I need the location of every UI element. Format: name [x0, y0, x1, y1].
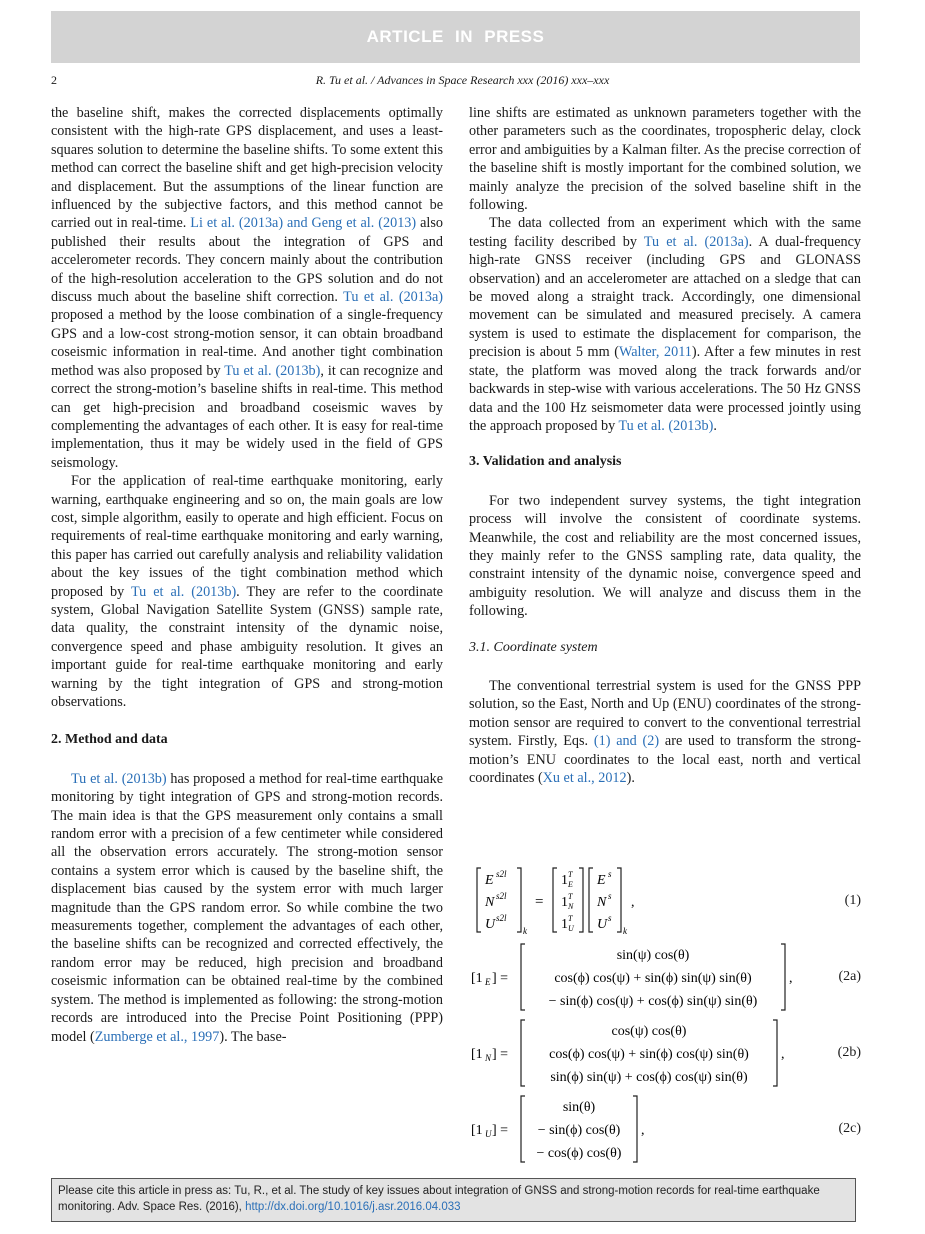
- equation-2c-graphic: [469, 1094, 709, 1164]
- svg-text:,: ,: [789, 971, 793, 986]
- citation-link[interactable]: Tu et al. (2013b): [71, 770, 167, 787]
- citation-link[interactable]: Tu et al. (2013b): [224, 362, 321, 379]
- eq2c-row-2: − sin(ϕ) cos(θ): [537, 1123, 621, 1138]
- equation-2b-graphic: [469, 1018, 799, 1088]
- paragraph: For two independent survey systems, the tight integration process will involve the consistent of coordinate systems. Meanwhile, the cost and reliability are the most concerned issues, they mainly refer to the GNSS sampling rate, data quality, the constraint intensity of the dynamic noise, convergence speed and ambiguity resolution. We will analyze and discuss them in the following.: [469, 492, 861, 620]
- eq1-rot-sub: U: [568, 924, 574, 933]
- paragraph: The data collected from an experiment which with the same testing facility described by Tu et al. (2013a). A dual-frequency high-rate GNSS receiver (including GPS and GLONASS observation) and an accelerometer are attached on a sledge that can be moved along a straight track. Accordingly, one dimensional movement can be simulated and measured precisely. A camera system is used to estimate the displacement for comparison, the precision is about 5 mm (Walter, 2011). After a few minutes in rest state, the platform was moved along the track forwards and/or backwards in step-wise with various accelerations. The 50 Hz GNSS data and the 100 Hz seismometer data were processed jointly using the approach proposed by Tu et al. (2013b).: [469, 215, 861, 434]
- eq1-rot-1: 1: [561, 917, 568, 932]
- svg-text:[1: [1: [471, 971, 483, 986]
- paragraph: Tu et al. (2013b) has proposed a method for real-time earthquake monitoring by tight integration of GPS and strong-motion records. The main idea is that the GPS measurement only contains a small random error with a precision of a few centimeter while considered all the observation errors accurately. The strong-motion sensor contains a system error which is caused by the baseline shift, the displacement bias caused by the system error with much larger magnitude than the GPS random error. So while combine the two measurements together, complement the advantages of each other, the baseline shifts can be recognized and corrected effectively, the random error may be reduced, high precision and broadband coseismic information can be obtained real-time by the combined system. The method is implemented as following: the strong-motion records are introduced into the Precise Point Positioning (PPP) model (Zumberge et al., 1997). The base-: [51, 770, 443, 1045]
- eq1-rhs-sup: s: [608, 869, 612, 879]
- eq2b-lhs-sub: N: [485, 1053, 492, 1063]
- equation-2b: [469, 1018, 861, 1088]
- eq1-rot-1: 1: [561, 895, 568, 910]
- equation-1-graphic: [469, 866, 769, 936]
- eq2a-row-1: sin(ψ) cos(θ): [616, 948, 690, 963]
- svg-text:] =: ] =: [492, 1123, 509, 1138]
- citation-link[interactable]: Tu et al. (2013b): [618, 417, 714, 434]
- svg-text:] =: ] =: [492, 1047, 509, 1062]
- eq1-t: T: [568, 892, 573, 901]
- equation-number: (2b): [837, 1045, 861, 1060]
- eq1-t: T: [568, 870, 573, 879]
- eq1-rhs-n: N: [597, 895, 607, 910]
- eq1-rhs-u: U: [597, 917, 608, 932]
- paragraph: line shifts are estimated as unknown parameters together with the other parameters such as the coordinates, tropospheric delay, clock error and ambiguities by a Kalman filter. As the precise correction of the baseline shift is mostly important for the combined solution, we mainly analyze the precision of the solved baseline shift in the following.: [469, 105, 861, 214]
- eq1-lhs-e: E: [485, 873, 494, 888]
- subsection-heading: 3.1. Coordinate system: [469, 639, 598, 655]
- section-heading: 2. Method and data: [51, 732, 168, 748]
- citation-link[interactable]: Tu et al. (2013a): [643, 233, 749, 250]
- paragraph: the baseline shift, makes the corrected displacements optimally consistent with the high-rate GPS displacement, and uses a least-squares solution to determine the baseline shifts. To some extent this method can correct the baseline shift and get high-precision velocity and displacement. But the assumptions of the linear function are influenced by the subjective factors, and this method cannot be carried out in real-time. Li et al. (2013a) and Geng et al. (2013) also published their results about the integration of GPS and accelerometer records. They concern mainly about the contribution of the high-resolution acceleration to the GPS solution and do not discuss much about the baseline shift correction. Tu et al. (2013a) proposed a method by the loose combination of a single-frequency GPS and a low-cost strong-motion sensor, it can obtain broadband coseismic information in real-time. And another tight combination method was also proposed by Tu et al. (2013b), it can recognize and correct the strong-motion’s baseline shifts in real-time. This method can get high-precision and broadband coseismic waves by complementing the advantages of each other. It is easy for real-time implementation, thus it may be widely used in the field of GPS seismology.: [51, 105, 443, 471]
- eq2a-row-3: − sin(ϕ) cos(ψ) + cos(ϕ) sin(ψ) sin(θ): [548, 994, 758, 1009]
- equation-1: [469, 866, 861, 936]
- eq1-rot-sub: E: [568, 880, 573, 889]
- eq2b-row-3: sin(ϕ) sin(ψ) + cos(ϕ) cos(ψ) sin(θ): [550, 1070, 748, 1085]
- eq1-lhs-n: N: [485, 895, 495, 910]
- eq2b-row-2: cos(ϕ) cos(ψ) + sin(ϕ) cos(ψ) sin(θ): [549, 1047, 749, 1062]
- eq1-sub-k: k: [523, 926, 527, 936]
- equation-2a: [469, 942, 861, 1012]
- equation-number: (1): [844, 893, 861, 908]
- svg-text:] =: ] =: [492, 971, 509, 986]
- eq1-lhs-sup: s2l: [496, 891, 507, 901]
- eq1-rot-sub: N: [568, 902, 574, 911]
- svg-text:[1: [1: [471, 1123, 483, 1138]
- page-number: 2: [51, 73, 57, 87]
- paragraph: The conventional terrestrial system is used for the GNSS PPP solution, so the East, North and Up (ENU) coordinates of the strong-motion sensor are required to convert to the conventional terrestrial system. Firstly, Eqs. (1) and (2) are used to transform the strong-motion’s ENU coordinates to the local east, north and vertical coordinates (Xu et al., 2012).: [469, 677, 862, 786]
- eq1-rot-1: 1: [561, 873, 568, 888]
- paragraph: For the application of real-time earthquake monitoring, early warning, earthquake engineering and so on, the main goals are low cost, simple algorithm, easily to operate and high efficient. Focus on requirements of real-time earthquake monitoring and early warning, this paper has carried out carefully analysis and reliability validation about the key issues of the tight combination method which proposed by Tu et al. (2013b). They are refer to the coordinate system, Global Navigation Satellite System (GNSS) sample rate, data quality, the constraint intensity of the dynamic noise, convergence speed and phase ambiguity resolution. It gives an important guide for real-time earthquake monitoring and early warning by the tight integration of GPS and strong-motion observations.: [51, 473, 443, 710]
- eq1-rhs-sup: s: [608, 913, 612, 923]
- citation-link[interactable]: Tu et al. (2013b): [130, 583, 237, 600]
- eq2c-row-3: − cos(ϕ) cos(θ): [536, 1146, 622, 1161]
- eq1-rhs-e: E: [597, 873, 606, 888]
- svg-text:,: ,: [781, 1047, 785, 1062]
- eq1-rhs-sup: s: [608, 891, 612, 901]
- equation-2c: [469, 1094, 861, 1164]
- svg-text:[1: [1: [471, 1047, 483, 1062]
- eq1-sub-k: k: [623, 926, 627, 936]
- left-column: [51, 104, 443, 1046]
- doi-link[interactable]: http://dx.doi.org/10.1016/j.asr.2016.04.033: [245, 1201, 461, 1213]
- eq2c-row-1: sin(θ): [562, 1100, 596, 1115]
- eq2b-row-1: cos(ψ) cos(θ): [611, 1024, 687, 1039]
- eq2a-row-2: cos(ϕ) cos(ψ) + sin(ϕ) sin(ψ) sin(θ): [554, 971, 752, 986]
- equation-2a-graphic: [469, 942, 799, 1012]
- citation-notice: Please cite this article in press as: Tu, R., et al. The study of key issues about integration of GNSS and strong-motion records for real-time earthquake monitoring. Adv. Space Res. (2016), http://dx.doi.org/10.1016/j.asr.2016.04.033: [51, 1178, 856, 1222]
- running-head: R. Tu et al. / Advances in Space Research xxx (2016) xxx–xxx: [315, 73, 610, 87]
- eq1-lhs-sup: s2l: [496, 869, 507, 879]
- eq2c-lhs-sub: U: [485, 1129, 492, 1139]
- eq1-lhs-u: U: [485, 917, 496, 932]
- right-column: [469, 104, 861, 787]
- svg-text:,: ,: [631, 895, 635, 910]
- section-heading: 3. Validation and analysis: [469, 454, 622, 470]
- svg-text:=: =: [535, 894, 544, 910]
- eq2a-lhs-sub: E: [485, 977, 491, 987]
- eq1-t: T: [568, 914, 573, 923]
- article-in-press-banner: ARTICLE IN PRESS: [51, 11, 860, 63]
- equation-number: (2a): [838, 969, 861, 984]
- citation-link[interactable]: Zumberge et al., 1997: [94, 1028, 220, 1045]
- svg-text:,: ,: [641, 1123, 645, 1138]
- eq1-lhs-sup: s2l: [496, 913, 507, 923]
- citation-link[interactable]: Tu et al. (2013a): [343, 289, 443, 306]
- equation-number: (2c): [838, 1121, 861, 1136]
- citation-link[interactable]: Walter, 2011: [618, 344, 692, 361]
- citation-link[interactable]: Xu et al., 2012: [542, 770, 627, 786]
- equation-link[interactable]: (1) and (2): [593, 733, 660, 750]
- citation-link[interactable]: Li et al. (2013a) and Geng et al. (2013): [190, 215, 417, 232]
